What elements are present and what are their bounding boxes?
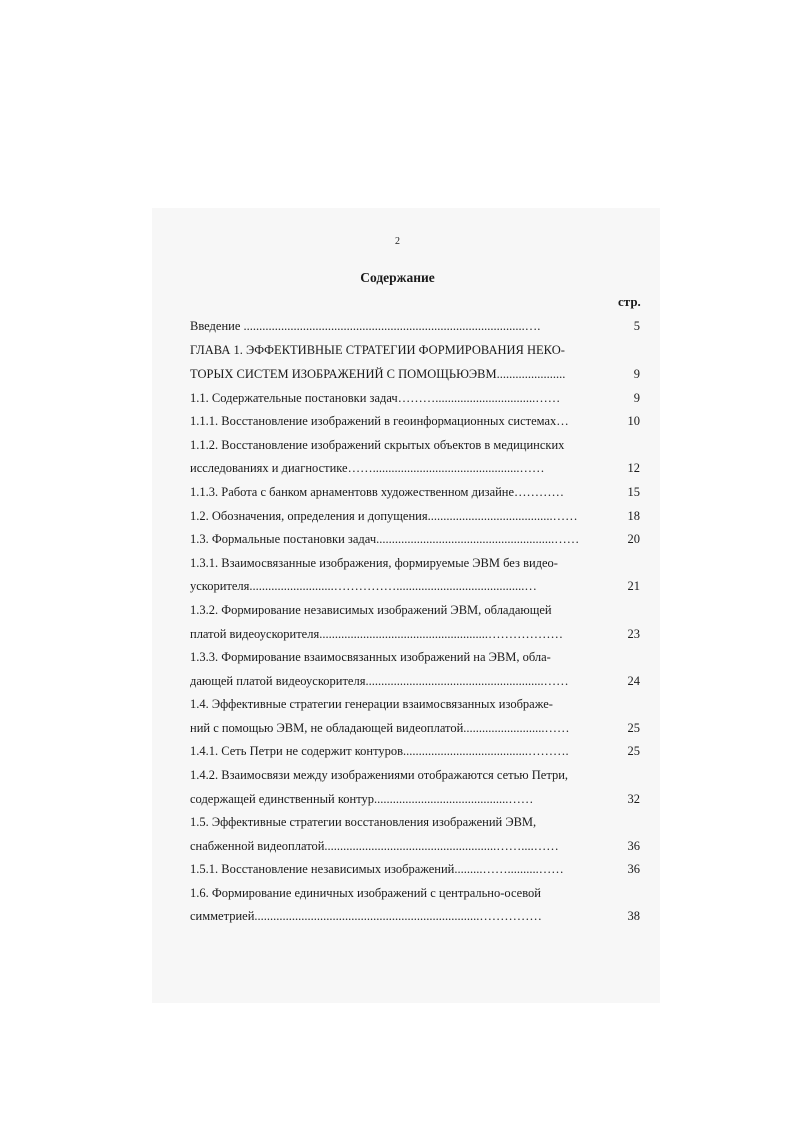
toc-entry-page: 36 [627,862,640,876]
toc-entry-page: 25 [627,721,640,735]
toc-entry-line: ТОРЫХ СИСТЕМ ИЗОБРАЖЕНИЙ С ПОМОЩЬЮЭВМ...................... [190,367,566,381]
toc-entry-page: 23 [627,627,640,641]
toc-entry-line: 1.6. Формирование единичных изображений с центрально-осевой [190,886,541,900]
toc-entry-line: ускорителя...........................…………….........................................… [190,579,537,593]
toc-entry-line: 1.3. Формальные постановки задач.........................................................…… [190,532,580,546]
toc-entry-page: 10 [627,414,640,428]
toc-entry-line: Введение ..........................................................................................…. [190,319,541,333]
toc-entry-page: 20 [627,532,640,546]
page-title: Содержание [360,270,435,285]
toc-entry-line: содержащей единственный контур...........................................…… [190,792,534,806]
toc-entry-line: 1.1. Содержательные постановки задач………................................…… [190,391,561,405]
toc-entry-line: 1.4.2. Взаимосвязи между изображениями отображаются сетью Петри, [190,768,569,782]
toc-entry-page: 24 [627,674,640,688]
toc-entry-page: 36 [627,839,640,853]
toc-entry-line: 1.1.1. Восстановление изображений в геоинформационных системах… [190,414,569,428]
toc-entry-line: дающей платой видеоускорителя.........................................................…… [190,674,569,688]
toc-entry-line: платой видеоускорителя......................................................……………… [190,627,563,641]
toc-entry-line: 1.1.3. Работа с банком арнаментовв художественном дизайне………… [190,485,565,499]
toc-entry-line: снабженной видеоплатой.......................................................……....…… [190,839,559,853]
toc-entry-line: 1.5. Эффективные стратегии восстановления изображений ЭВМ, [190,815,537,829]
toc-entry-line: 1.5.1. Восстановление независимых изображений.........……..........…… [190,862,564,876]
toc-entry-line: 1.3.1. Взаимосвязанные изображения, формируемые ЭВМ без видео- [190,556,558,570]
toc-entry-page: 25 [627,744,640,758]
toc-entry-page: 18 [627,509,640,523]
toc-entry-line: 1.3.3. Формирование взаимосвязанных изображений на ЭВМ, обла- [190,650,551,664]
toc-entry-line: 1.4.1. Сеть Петри не содержит контуров........................................………. [190,744,569,758]
toc-entry-line: 1.4. Эффективные стратегии генерации взаимосвязанных изображе- [190,697,553,711]
toc-entry-line: ГЛАВА 1. ЭФФЕКТИВНЫЕ СТРАТЕГИИ ФОРМИРОВАНИЯ НЕКО- [190,343,565,357]
toc-entry-line: 1.1.2. Восстановление изображений скрытых объектов в медицинских [190,438,565,452]
toc-entry-line: исследованиях и диагностике……...............................................…… [190,461,545,475]
toc-entry-page: 9 [633,367,640,381]
page-number: 2 [395,236,400,247]
page-column-label: стр. [618,294,641,309]
toc-entry-page: 38 [627,909,640,923]
toc-entry-page: 12 [627,461,640,475]
toc-entry-line: симметрией........................................................................…………… [190,909,542,923]
toc-entry-page: 5 [633,319,640,333]
toc-entry-line: 1.3.2. Формирование независимых изображений ЭВМ, обладающей [190,603,552,617]
toc-entry-line: ний с помощью ЭВМ, не обладающей видеоплатой..........................…… [190,721,570,735]
toc-entry-page: 32 [627,792,640,806]
toc-entry-page: 15 [627,485,640,499]
toc-entry-page: 9 [633,391,640,405]
toc-entry-page: 21 [627,579,640,593]
toc-entry-line: 1.2. Обозначения, определения и допущения........................................…… [190,509,578,523]
